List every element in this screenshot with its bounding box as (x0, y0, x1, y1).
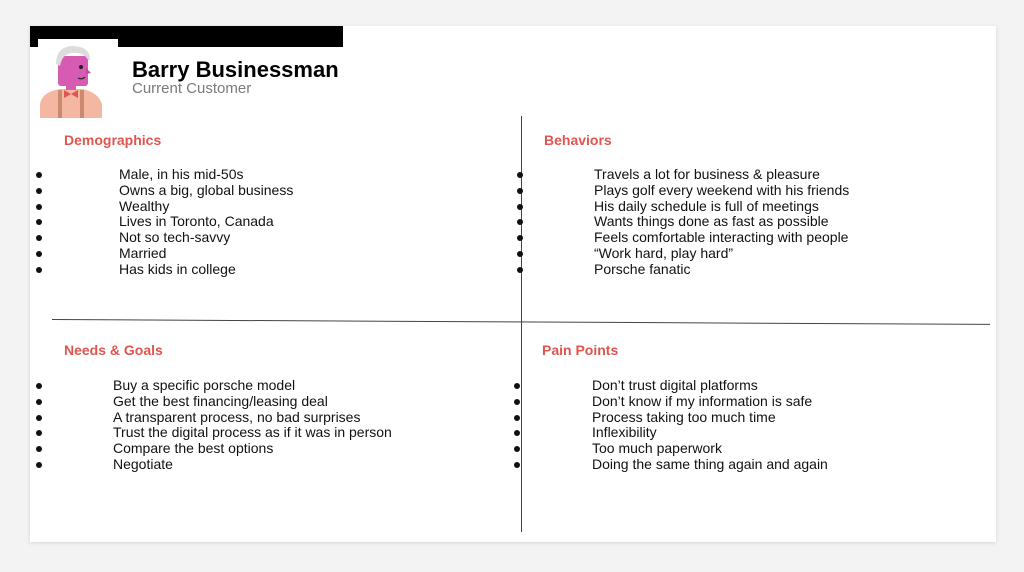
list-item-text: Wealthy (119, 197, 170, 214)
bullet-icon (36, 219, 42, 225)
list-item-text: His daily schedule is full of meetings (594, 197, 819, 214)
bullet-icon (36, 251, 42, 257)
list-item-text: Compare the best options (113, 440, 274, 457)
bullet-icon (36, 446, 42, 452)
persona-role: Current Customer (132, 80, 252, 97)
list-item-text: Plays golf every weekend with his friends (594, 181, 850, 198)
persona-name: Barry Businessman (132, 57, 339, 82)
bullet-icon (514, 462, 520, 468)
bullet-icon (517, 188, 523, 194)
bullet-icon (36, 383, 42, 389)
bullet-icon (36, 462, 42, 468)
list-item-text: Male, in his mid-50s (119, 166, 244, 182)
list-item-text: Married (119, 244, 167, 261)
behaviors-title: Behaviors (544, 132, 612, 148)
bullet-icon (36, 172, 42, 178)
list-item-text: Negotiate (113, 455, 173, 472)
bullet-icon (36, 430, 42, 436)
bullet-icon (36, 399, 42, 405)
list-item-text: Too much paperwork (592, 440, 722, 457)
list-item-text: Porsche fanatic (594, 260, 691, 277)
list-item-text: Don’t trust digital platforms (592, 377, 758, 393)
list-item-text: Inflexibility (592, 424, 657, 441)
bullet-icon (514, 415, 520, 421)
list-item-text: Travels a lot for business & pleasure (594, 166, 820, 182)
bullet-icon (517, 219, 523, 225)
list-item-text: “Work hard, play hard” (594, 244, 734, 261)
list-item-text: Trust the digital process as if it was in person (113, 424, 392, 441)
list-item-text: Don’t know if my information is safe (592, 392, 813, 409)
list-item-text: Doing the same thing again and again (592, 455, 828, 472)
bullet-icon (514, 430, 520, 436)
bullet-icon (514, 399, 520, 405)
bullet-icon (517, 251, 523, 257)
bullet-icon (36, 188, 42, 194)
persona-card (30, 26, 996, 542)
bullet-icon (36, 267, 42, 273)
list-item-text: Get the best financing/leasing deal (113, 392, 328, 409)
bullet-icon (514, 383, 520, 389)
bullet-icon (36, 204, 42, 210)
list-item-text: Lives in Toronto, Canada (119, 213, 274, 230)
list-item-text: Not so tech-savvy (119, 229, 231, 246)
list-item-text: Process taking too much time (592, 408, 776, 425)
demographics-title: Demographics (64, 132, 162, 148)
quadrant-divider-vertical (521, 116, 522, 532)
bullet-icon (517, 172, 523, 178)
bullet-icon (517, 204, 523, 210)
list-item-text: Buy a specific porsche model (113, 377, 296, 393)
persona-avatar-icon (38, 42, 104, 118)
list-item-text: Has kids in college (119, 260, 236, 277)
list-item-text: Owns a big, global business (119, 181, 294, 198)
pain-points-title: Pain Points (542, 342, 619, 358)
bullet-icon (517, 235, 523, 241)
bullet-icon (517, 267, 523, 273)
list-item-text: A transparent process, no bad surprises (113, 408, 361, 425)
bullet-icon (36, 235, 42, 241)
needs-goals-title: Needs & Goals (64, 342, 163, 358)
bullet-icon (36, 415, 42, 421)
list-item-text: Wants things done as fast as possible (594, 213, 829, 230)
bullet-icon (514, 446, 520, 452)
list-item-text: Feels comfortable interacting with people (594, 229, 849, 246)
